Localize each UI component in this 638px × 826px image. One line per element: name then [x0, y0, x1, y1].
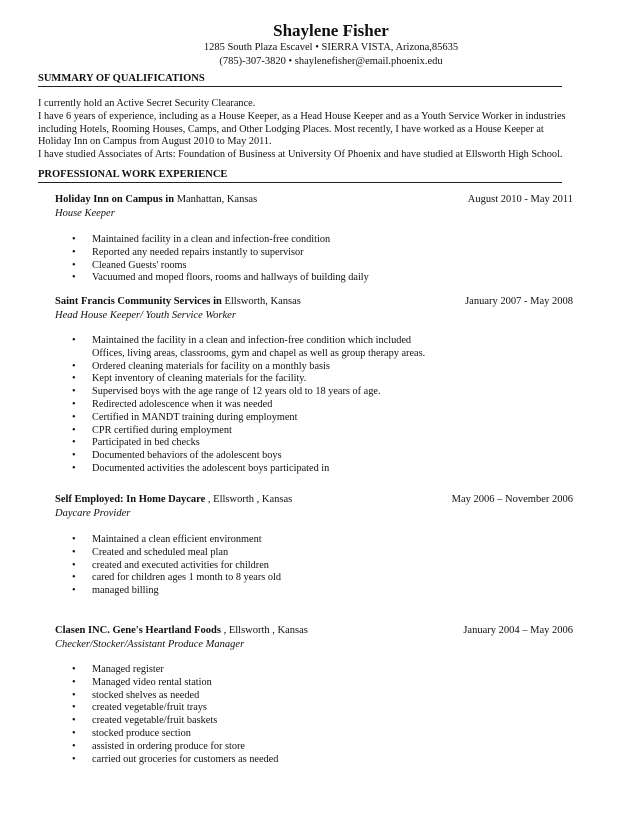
list-item: • carried out groceries for customers as needed	[72, 753, 279, 765]
bullet-icon: •	[72, 534, 76, 545]
employer-name: Holiday Inn on Campus in	[55, 194, 175, 205]
bullet-icon: •	[72, 702, 76, 714]
bullet-icon: •	[72, 462, 76, 474]
employer-name: Saint Francis Community Services in	[55, 296, 222, 307]
summary-line: I have studied Associates of Arts: Foundation of Business at University Of Phoenix and have studied at Ellsworth High School.	[38, 149, 563, 161]
list-item: • Documented activities the adolescent boys participated in	[72, 462, 330, 474]
bullet-icon: •	[72, 450, 76, 462]
list-item: • assisted in ordering produce for store	[72, 740, 245, 752]
summary-heading: SUMMARY OF QUALIFICATIONS	[38, 73, 205, 84]
bullet-icon: •	[72, 715, 76, 727]
bullet-icon: •	[72, 689, 76, 701]
list-item: • Maintained the facility in a clean and infection-free condition which included	[72, 335, 412, 346]
list-item: • created vegetable/fruit trays	[72, 702, 207, 714]
bullet-icon: •	[72, 727, 76, 739]
job-dates: August 2010 - May 2011	[467, 194, 573, 205]
employer-location: , Ellsworth , Kansas	[220, 625, 308, 636]
list-item: • created and executed activities for children	[72, 559, 269, 571]
employer-location: , Ellsworth , Kansas	[205, 494, 293, 505]
bullet-icon: •	[72, 246, 76, 258]
job-header	[55, 194, 573, 222]
bullet-icon: •	[72, 335, 76, 346]
experience-divider	[38, 182, 562, 183]
list-item: • stocked produce section	[72, 727, 191, 739]
job-duties-list	[72, 664, 572, 766]
job-title: House Keeper	[55, 208, 115, 219]
list-item: • Certified in MANDT training during employment	[72, 411, 298, 423]
list-item: • Reported any needed repairs instantly to supervisor	[72, 246, 304, 258]
summary-divider	[38, 86, 562, 87]
job-dates: January 2007 - May 2008	[465, 296, 573, 307]
bullet-icon: •	[72, 753, 76, 765]
list-item: • Supervised boys with the age range of 12 years old to 18 years of age.	[72, 386, 381, 398]
bullet-icon: •	[72, 424, 76, 436]
list-item: • Managed register	[72, 664, 164, 675]
job-duties-list	[72, 234, 572, 285]
list-item: • Maintained a clean efficient environment	[72, 534, 262, 545]
bullet-icon: •	[72, 360, 76, 372]
list-item: Offices, living areas, classrooms, gym and chapel as well as group therapy areas.	[92, 347, 426, 359]
summary-text	[38, 98, 598, 162]
address-line: 1285 South Plaza Escavel • SIERRA VISTA, Arizona,85635	[203, 42, 459, 53]
summary-line: including Hotels, Rooming Houses, Camps, and Other Lodging Places. Most recently, I have worked as a House Keeper at	[38, 123, 544, 135]
job-employer	[55, 494, 292, 505]
bullet-icon: •	[72, 572, 76, 584]
list-item: • Cleaned Guests' rooms	[72, 259, 187, 271]
list-item: • CPR certified during employment	[72, 424, 232, 436]
employer-location: Manhattan, Kansas	[174, 194, 258, 205]
experience-heading: PROFESSIONAL WORK EXPERIENCE	[38, 169, 228, 180]
list-item: • created vegetable/fruit baskets	[72, 715, 218, 727]
list-item: • Vacuumed and moped floors, rooms and hallways of building daily	[72, 272, 369, 284]
employer-name: Self Employed: In Home Daycare	[55, 494, 206, 505]
summary-line: I currently hold an Active Secret Security Clearance.	[38, 98, 256, 109]
employer-location: Ellsworth, Kansas	[221, 296, 301, 307]
job-dates: January 2004 – May 2006	[463, 625, 573, 636]
bullet-icon: •	[72, 740, 76, 752]
summary-line: Holiday Inn on Campus from August 2010 to May 2011.	[38, 136, 272, 148]
list-item: • Ordered cleaning materials for facility on a monthly basis	[72, 360, 330, 372]
candidate-name: Shaylene Fisher	[273, 21, 389, 40]
list-item: • stocked shelves as needed	[72, 689, 200, 701]
bullet-icon: •	[72, 559, 76, 571]
job-duties-list	[72, 335, 572, 476]
bullet-icon: •	[72, 272, 76, 284]
job-title: Checker/Stocker/Assistant Produce Manager	[55, 639, 245, 650]
bullet-icon: •	[72, 373, 76, 385]
job-header	[55, 625, 573, 653]
job-header	[55, 494, 573, 522]
job-duties-list	[72, 534, 572, 598]
bullet-icon: •	[72, 386, 76, 398]
list-item: • Redirected adolescence when it was needed	[72, 398, 273, 410]
contact-line: (785)-307-3820 • shaylenefisher@email.phoenix.edu	[219, 56, 443, 67]
bullet-icon: •	[72, 546, 76, 558]
summary-line: I have 6 years of experience, including as a House Keeper, as a Head House Keeper and as a Youth Service Worker in industries	[38, 110, 566, 122]
bullet-icon: •	[72, 664, 76, 675]
employer-name: Clasen INC. Gene's Heartland Foods	[55, 625, 221, 636]
list-item: • Kept inventory of cleaning materials for the facility.	[72, 373, 307, 385]
list-item: • cared for children ages 1 month to 8 years old	[72, 572, 281, 584]
list-item: • managed billing	[72, 585, 159, 597]
list-item: • Documented behaviors of the adolescent boys	[72, 450, 282, 462]
list-item: • Maintained facility in a clean and infection-free condition	[72, 234, 331, 245]
job-dates: May 2006 – November 2006	[451, 494, 573, 505]
bullet-icon: •	[72, 411, 76, 423]
job-header	[55, 296, 573, 324]
list-item: • Created and scheduled meal plan	[72, 546, 229, 558]
bullet-icon: •	[72, 259, 76, 271]
bullet-icon: •	[72, 437, 76, 449]
bullet-icon: •	[72, 398, 76, 410]
job-title: Head House Keeper/ Youth Service Worker	[55, 310, 236, 321]
list-item: • Managed video rental station	[72, 676, 212, 688]
list-item: • Participated in bed checks	[72, 437, 200, 449]
bullet-icon: •	[72, 234, 76, 245]
job-employer	[55, 296, 301, 307]
job-employer	[55, 194, 257, 205]
job-title: Daycare Provider	[55, 508, 131, 519]
bullet-icon: •	[72, 585, 76, 597]
job-employer	[55, 625, 308, 636]
bullet-icon: •	[72, 676, 76, 688]
